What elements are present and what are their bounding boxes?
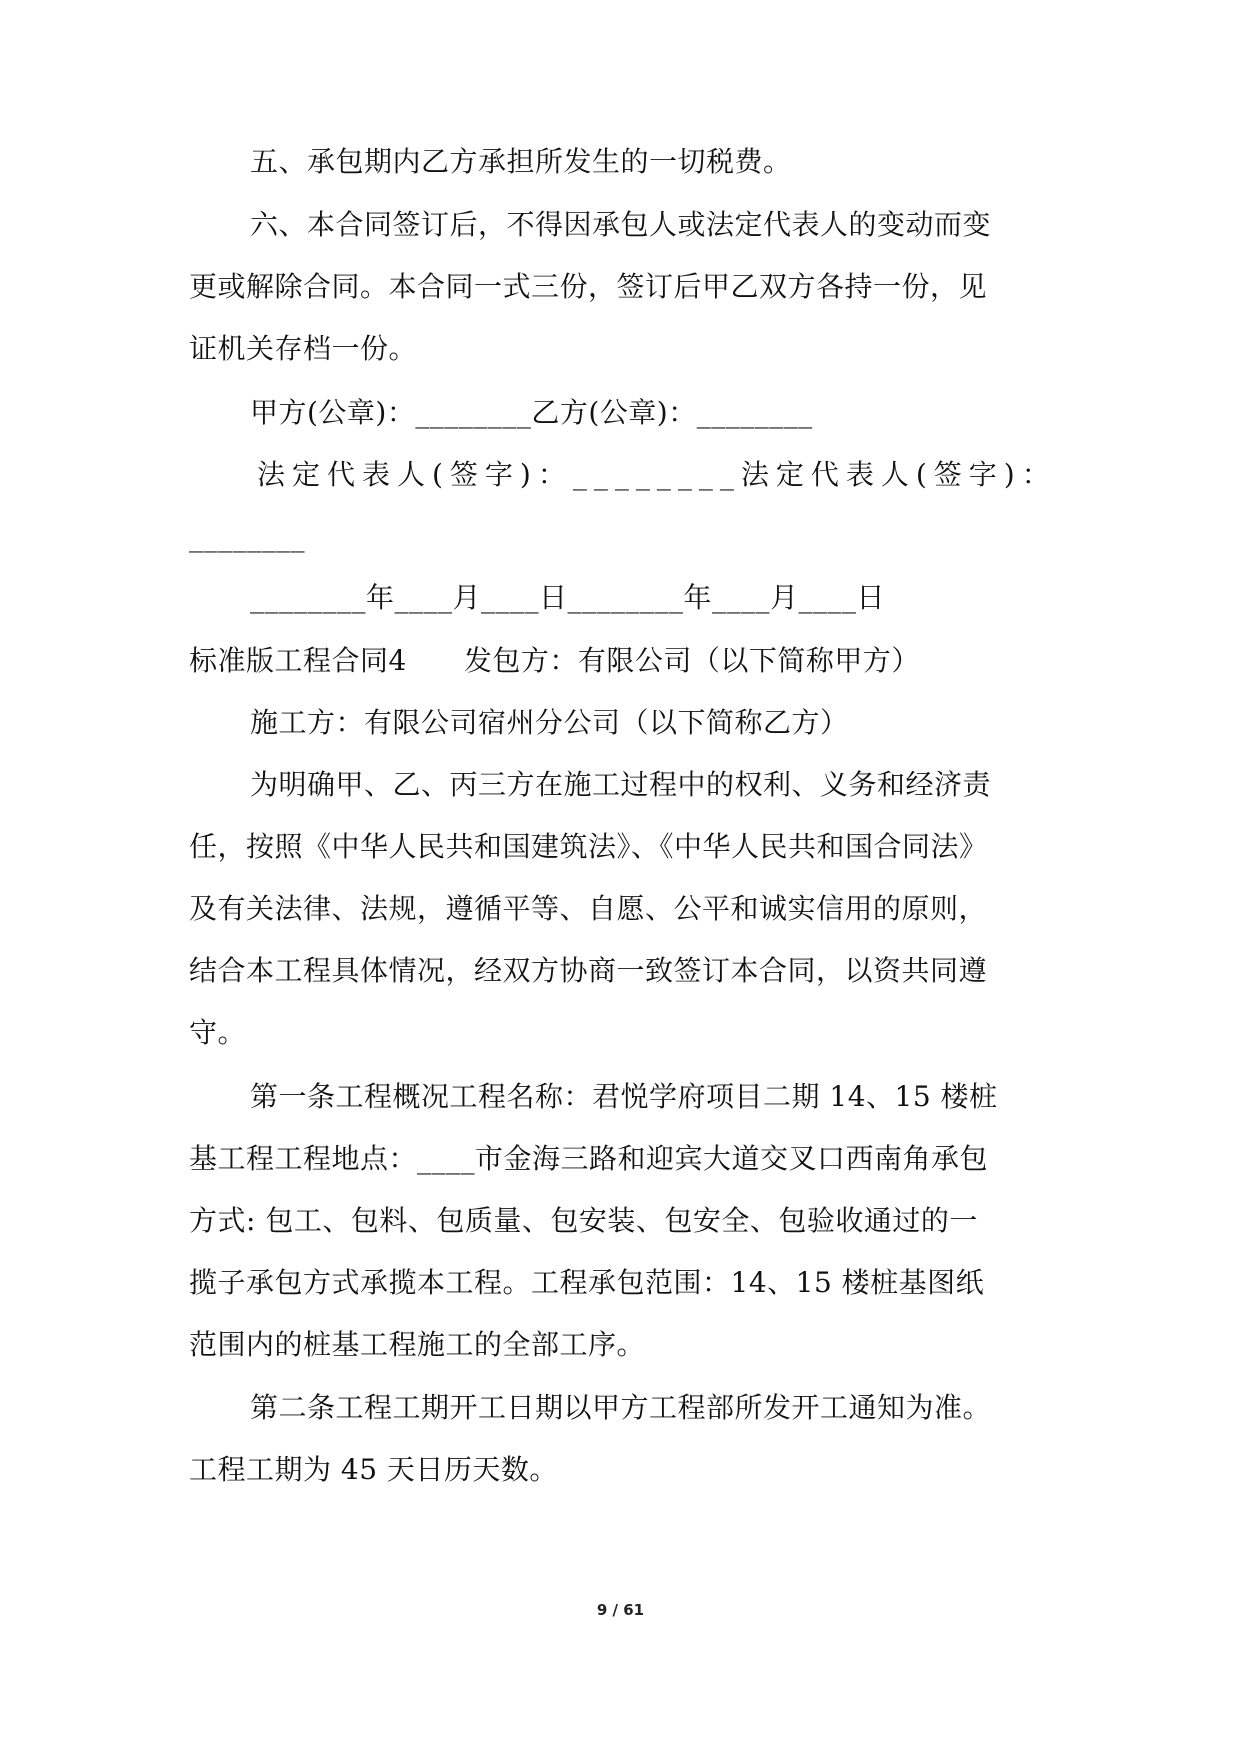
article-one-line-3: 方式: 包工、包料、包质量、包安装、包安全、包验收通过的一	[189, 1204, 978, 1237]
purpose-line-3: 及有关法律、法规，遵循平等、自愿、公平和诚实信用的原则，	[189, 892, 988, 925]
article-two-line-1: 第二条工程工期开工日期以甲方工程部所发开工通知为准。	[250, 1391, 992, 1424]
article-one-line-2: 基工程工程地点：____市金海三路和迎宾大道交叉口西南角承包	[189, 1142, 989, 1175]
date-line: ________年____月____日________年____月____日	[250, 581, 886, 614]
purpose-line-2: 任，按照《中华人民共和国建筑法》、《中华人民共和国合同法》	[189, 830, 988, 863]
article-one-line-5: 范围内的桩基工程施工的全部工序。	[189, 1328, 646, 1361]
article-one-line-4: 揽子承包方式承揽本工程。工程承包范围：14、15 楼桩基图纸	[189, 1266, 985, 1299]
article-two-line-2: 工程工期为 45 天日历天数。	[189, 1453, 558, 1486]
clause-six-line-1: 六、本合同签订后，不得因承包人或法定代表人的变动而变	[250, 208, 992, 241]
clause-five: 五、承包期内乙方承担所发生的一切税费。	[250, 145, 792, 178]
seal-line: 甲方(公章)：________乙方(公章)：________	[250, 396, 813, 429]
representative-signature-line: 法定代表人(签字)：________法定代表人(签字)：	[257, 458, 1057, 491]
contract-heading: 标准版工程合同4 发包方：有限公司（以下简称甲方）	[189, 644, 920, 677]
contractor-line: 施工方：有限公司宿州分公司（以下简称乙方）	[250, 706, 849, 739]
page-number: 9 / 61	[596, 1601, 645, 1619]
representative-signature-blank: ________	[189, 520, 305, 553]
clause-six-line-3: 证机关存档一份。	[189, 332, 418, 365]
article-one-line-1: 第一条工程概况工程名称：君悦学府项目二期 14、15 楼桩	[250, 1080, 998, 1113]
clause-six-line-2: 更或解除合同。本合同一式三份，签订后甲乙双方各持一份，见	[189, 270, 988, 303]
purpose-line-1: 为明确甲、乙、丙三方在施工过程中的权利、义务和经济责	[250, 768, 992, 801]
purpose-line-4: 结合本工程具体情况，经双方协商一致签订本合同，以资共同遵	[189, 954, 988, 987]
purpose-line-5: 守。	[189, 1016, 247, 1049]
